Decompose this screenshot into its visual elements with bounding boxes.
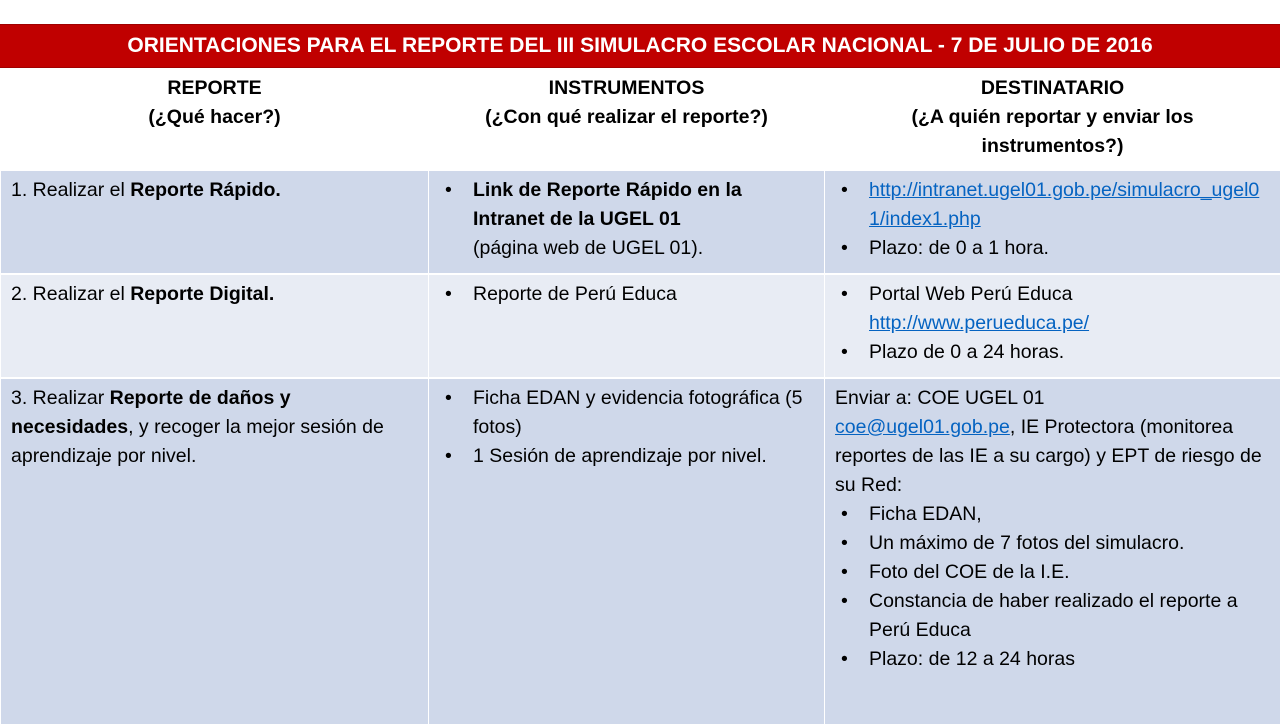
cell-instrumentos [429,274,825,378]
perueduca-link[interactable]: http://www.perueduca.pe/ [869,312,1089,334]
coe-email-link[interactable]: coe@ugel01.gob.pe [835,416,1010,438]
list-item: • Foto del COE de la I.E. [835,558,1271,587]
header-destinatario: DESTINATARIO (¿A quién reportar y enviar los instrumentos?) [825,68,1280,170]
list-item: • Plazo: de 0 a 1 hora. [835,234,1271,263]
list-item: • Reporte de Perú Educa [439,280,814,309]
cell-destinatario [825,170,1280,274]
orientaciones-table [0,68,1280,724]
table-row [1,274,1280,378]
header-instrumentos: INSTRUMENTOS (¿Con qué realizar el reporte?) [429,68,825,170]
list-item: • Portal Web Perú Educa http://www.perueduca.pe/ [835,280,1271,338]
list-item: • Un máximo de 7 fotos del simulacro. [835,529,1271,558]
list-item: • Link de Reporte Rápido en la Intranet de la UGEL 01 (página web de UGEL 01). [439,176,814,263]
list-item: • Plazo de 0 a 24 horas. [835,338,1271,367]
cell-destinatario [825,378,1280,724]
table-header-row [1,68,1280,170]
cell-reporte: 1. Realizar el Reporte Rápido. [1,170,429,274]
list-item: • Ficha EDAN y evidencia fotográfica (5 fotos) [439,384,814,442]
cell-reporte: 2. Realizar el Reporte Digital. [1,274,429,378]
cell-reporte: 3. Realizar Reporte de daños y necesidades, y recoger la mejor sesión de aprendizaje por nivel. [1,378,429,724]
cell-instrumentos [429,378,825,724]
header-reporte: REPORTE (¿Qué hacer?) [1,68,429,170]
table-row [1,378,1280,724]
cell-instrumentos [429,170,825,274]
table-row [1,170,1280,274]
list-item: • 1 Sesión de aprendizaje por nivel. [439,442,814,471]
destinatario-intro: Enviar a: COE UGEL 01 coe@ugel01.gob.pe, IE Protectora (monitorea reportes de las IE a su cargo) y EPT de riesgo de su Red: [835,384,1271,500]
list-item: • Ficha EDAN, [835,500,1271,529]
cell-destinatario [825,274,1280,378]
list-item: • Constancia de haber realizado el reporte a Perú Educa [835,587,1271,645]
page-title: ORIENTACIONES PARA EL REPORTE DEL III SIMULACRO ESCOLAR NACIONAL - 7 DE JULIO DE 2016 [0,24,1280,68]
list-item: • Plazo: de 12 a 24 horas [835,645,1271,674]
list-item [835,176,1271,234]
intranet-link[interactable]: http://intranet.ugel01.gob.pe/simulacro_ugel01/index1.php [869,179,1259,230]
